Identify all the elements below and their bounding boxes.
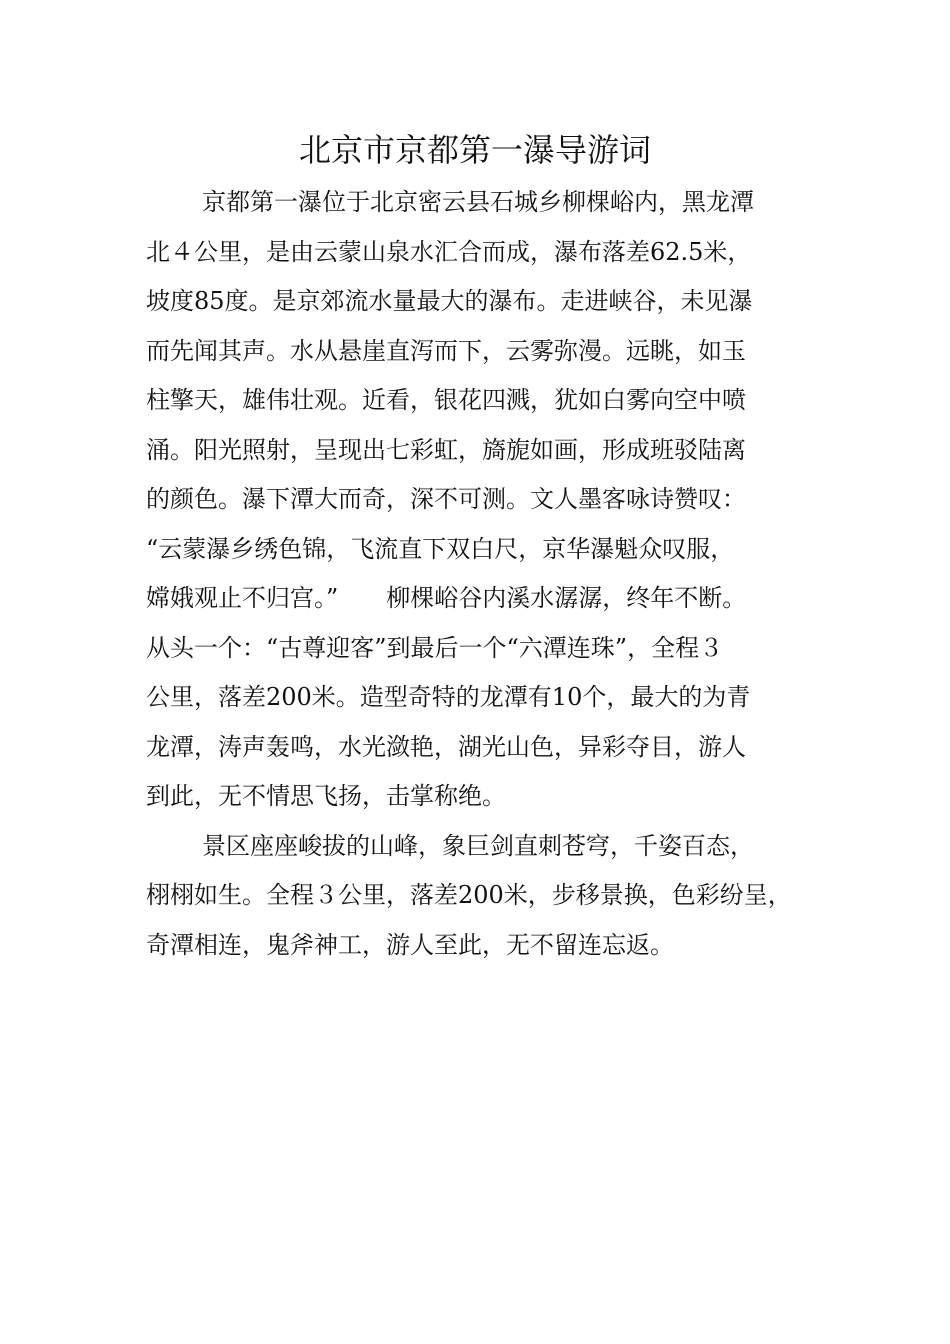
- paragraph-line: 嫦娥观止不归宫。” 柳棵峪谷内溪水潺潺，终年不断。: [146, 584, 747, 612]
- paragraph-line: 柱擎天，雄伟壮观。近看，银花四溅，犹如白雾向空中喷: [146, 386, 746, 414]
- paragraph-line: 的颜色。瀑下潭大而奇，深不可测。文人墨客咏诗赞叹：: [146, 485, 746, 513]
- paragraph-line: 而先闻其声。水从悬崖直泻而下，云雾弥漫。远眺，如玉: [146, 336, 746, 365]
- paragraph-line: 公里，落差200米。造型奇特的龙潭有10个，最大的为青: [146, 683, 751, 711]
- paragraph-line: 坡度85度。是京郊流水量最大的瀑布。走进峡谷，未见瀑: [146, 287, 753, 315]
- paragraph-line: 京都第一瀑位于北京密云县石城乡柳棵峪内，黑龙潭: [202, 188, 754, 216]
- paragraph-line: 北４公里，是由云蒙山泉水汇合而成，瀑布落差62.5米，: [146, 237, 752, 266]
- paragraph-line: “云蒙瀑乡绣色锦，飞流直下双白尺，京华瀑魁众叹服，: [146, 534, 735, 563]
- paragraph-line: 涌。阳光照射，呈现出七彩虹，旖旎如画，形成班驳陆离: [146, 435, 746, 464]
- paragraph-line: 到此，无不情思飞扬，击掌称绝。: [146, 782, 506, 810]
- paragraph-line: 龙潭，涛声轰鸣，水光潋艳，湖光山色，异彩夺目，游人: [146, 732, 746, 761]
- document-body: [146, 178, 826, 970]
- paragraph-line: 从头一个：“古尊迎客”到最后一个“六潭连珠”，全程３: [146, 633, 724, 662]
- paragraph-line: 景区座座峻拔的山峰，象巨剑直刺苍穹，千姿百态，: [202, 831, 754, 860]
- paragraph-line: 奇潭相连，鬼斧神工，游人至此，无不留连忘返。: [146, 930, 674, 959]
- paragraph-line: 栩栩如生。全程３公里，落差200米，步移景换，色彩纷呈，: [146, 881, 792, 909]
- document-title: 北京市京都第一瀑导游词: [298, 131, 651, 169]
